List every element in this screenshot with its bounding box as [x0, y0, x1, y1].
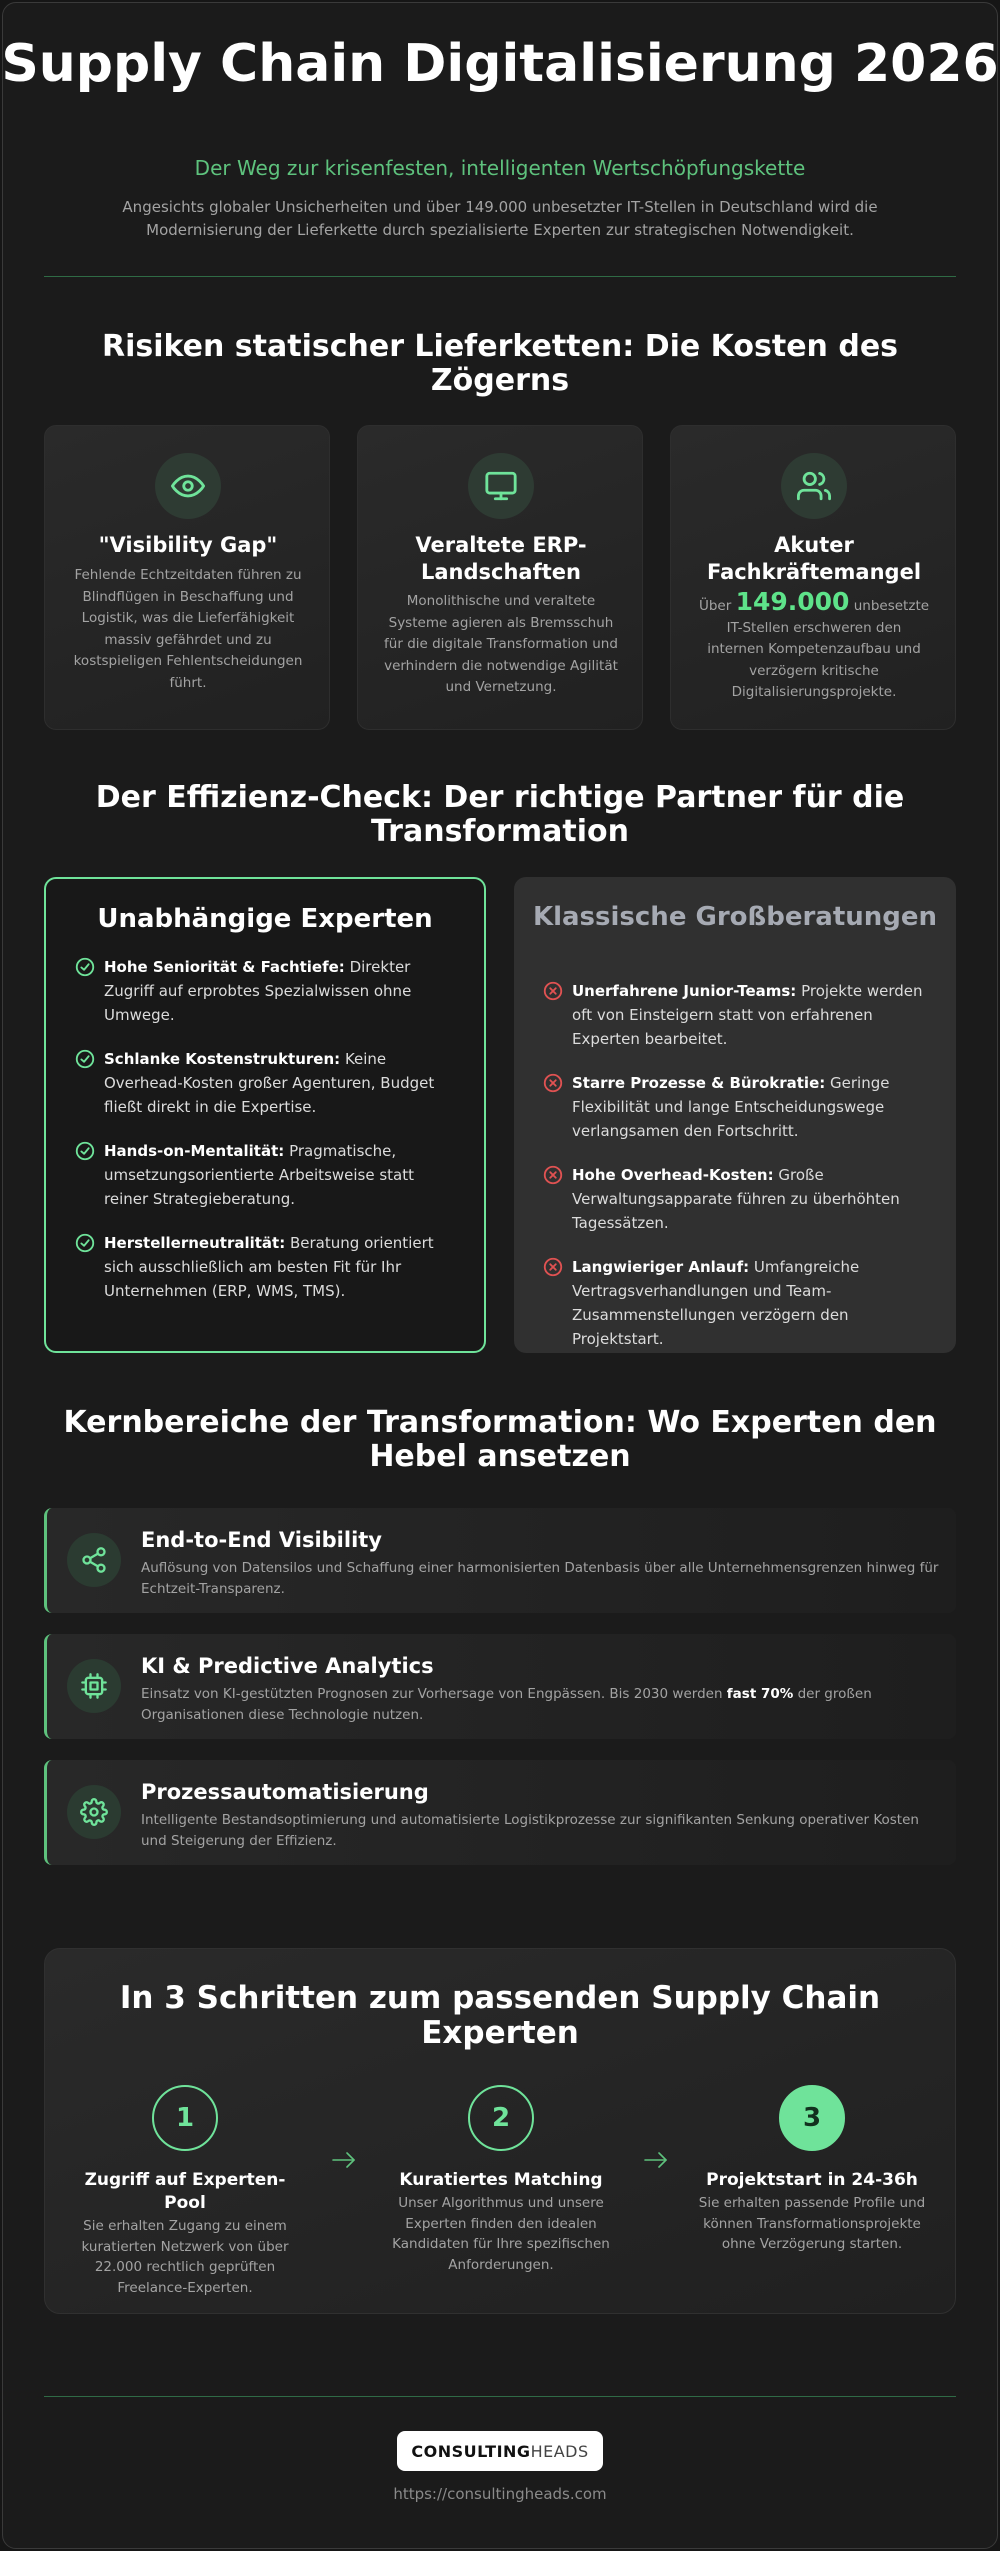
independent-experts-title: Unabhängige Experten [97, 904, 433, 934]
con-item-text: Große Verwaltungsapparate führen zu überhöhten Tagessätzen. [572, 1166, 900, 1232]
page-subtitle: Der Weg zur krisenfesten, intelligenten Wertschöpfungskette [194, 156, 806, 180]
step-title: Projektstart in 24-36h [706, 2170, 918, 2190]
con-item-text: Geringe Flexibilität und lange Entscheidungswege verlangsamen den Fortschritt. [572, 1074, 890, 1140]
check-icon [74, 1232, 96, 1254]
x-circle-icon [542, 980, 564, 1002]
gear-icon [67, 1785, 121, 1839]
pro-item [74, 1047, 444, 1119]
step-number: 2 [468, 2085, 534, 2151]
x-circle-icon [542, 1072, 564, 1094]
steps-title: In 3 Schritten zum passenden Supply Chain Experten [119, 1980, 881, 2051]
step-text: Sie erhalten Zugang zu einem kuratierten Netzwerk von über 22.000 rechtlich geprüften Freelance-Experten. [81, 2218, 289, 2296]
pro-item-bold: Hands-on-Mentalität: [104, 1142, 285, 1160]
pro-item [74, 1139, 444, 1211]
chip-icon [67, 1659, 121, 1713]
step-1 [71, 2085, 299, 2298]
risk-card-erp [357, 425, 643, 730]
risk-card-text [697, 587, 931, 704]
con-item-text: Projekte werden oft von Einsteigern statt von erfahrenen Experten bearbeitet. [572, 982, 923, 1048]
area-visibility [44, 1508, 956, 1613]
areas-title: Kernbereiche der Transformation: Wo Experten den Hebel ansetzen [63, 1405, 937, 1474]
pro-list [74, 955, 444, 1323]
pro-item-text: Beratung orientiert sich ausschließlich am besten Fit für Ihr Unternehmen (ERP, WMS, TMS). [104, 1234, 434, 1300]
area-text: Intelligente Bestandsoptimierung und automatisierte Logistikprozesse zur signifikanten Senkung operativer Kosten und Steigerung der Effizienz. [141, 1812, 919, 1849]
con-item [542, 1163, 932, 1235]
con-item-text: Umfangreiche Vertragsverhandlungen und Team-Zusammenstellungen verzögern den Projektstart. [572, 1258, 860, 1348]
risk-card-title: "Visibility Gap" [98, 533, 278, 557]
area-automation [44, 1760, 956, 1865]
area-text-after: der großen Organisationen diese Technologie nutzen. [141, 1686, 872, 1723]
step-text: Unser Algorithmus und unsere Experten finden den idealen Kandidaten für Ihre spezifischen Anforderungen. [392, 2195, 610, 2273]
con-item [542, 979, 932, 1051]
risk-card-text: Fehlende Echtzeitdaten führen zu Blindflügen in Beschaffung und Logistik, was die Lieferfähigkeit massiv gefährdet und zu kostspieligen Fehlentscheidungen führt. [73, 567, 303, 691]
x-circle-icon [542, 1164, 564, 1186]
page-title: Supply Chain Digitalisierung 2026 [1, 34, 999, 94]
monitor-icon [468, 453, 534, 519]
risks-title: Risiken statischer Lieferketten: Die Kosten des Zögerns [101, 329, 899, 398]
area-text: Auflösung von Datensilos und Schaffung einer harmonisierten Datenbasis über alle Unternehmensgrenzen hinweg für Echtzeit-Transparenz. [141, 1560, 939, 1597]
check-icon [74, 956, 96, 978]
divider [44, 276, 956, 277]
area-title: Prozessautomatisierung [141, 1780, 429, 1804]
eye-icon [155, 453, 221, 519]
step-text: Sie erhalten passende Profile und können Transformationsprojekte ohne Verzögerung starten. [698, 2195, 926, 2252]
steps-section [44, 1948, 956, 2314]
area-text-before: Einsatz von KI-gestützten Prognosen zur Vorhersage von Engpässen. Bis 2030 werden [141, 1686, 723, 1702]
risk-text-prefix: Über [698, 598, 732, 614]
step-number: 1 [152, 2085, 218, 2151]
pro-item [74, 1231, 444, 1303]
consulting-firms-title: Klassische Großberatungen [532, 902, 938, 932]
con-item-bold: Starre Prozesse & Bürokratie: [572, 1074, 826, 1092]
step-title: Zugriff auf Experten-Pool [84, 2170, 286, 2213]
pro-item-bold: Hohe Seniorität & Fachtiefe: [104, 958, 345, 976]
website-link[interactable]: https://consultingheads.com [393, 2485, 607, 2503]
pro-item-text: Keine Overhead-Kosten großer Agenturen, Budget fließt direkt in die Expertise. [104, 1050, 435, 1116]
intro-text: Angesichts globaler Unsicherheiten und über 149.000 unbesetzter IT-Stellen in Deutschland wird die Modernisierung der Lieferkette durch spezialisierte Experten zur strategischen Notwendigkeit. [122, 198, 878, 239]
con-item-bold: Langwieriger Anlauf: [572, 1258, 750, 1276]
check-icon [74, 1048, 96, 1070]
step-2 [387, 2085, 615, 2275]
area-text-bold: fast 70% [726, 1686, 794, 1702]
con-list [542, 979, 932, 1371]
consultingheads-logo[interactable] [397, 2431, 603, 2471]
share-icon [67, 1533, 121, 1587]
independent-experts-card [44, 877, 486, 1353]
pro-item-bold: Herstellerneutralität: [104, 1234, 286, 1252]
risk-text-rest: unbesetzte IT-Stellen erschweren den internen Kompetenzaufbau und verzögern kritische Digitalisierungsprojekte. [707, 598, 930, 700]
it-jobs-highlight: 149.000 [735, 587, 850, 616]
risk-card-skills [670, 425, 956, 730]
arrow-right-icon [330, 2148, 358, 2172]
con-item [542, 1255, 932, 1351]
pro-item [74, 955, 444, 1027]
comparison-title: Der Effizienz-Check: Der richtige Partner für die Transformation [95, 780, 905, 849]
step-number: 3 [779, 2085, 845, 2151]
risk-card-visibility [44, 425, 330, 730]
check-icon [74, 1140, 96, 1162]
divider [44, 2396, 956, 2397]
area-title: KI & Predictive Analytics [141, 1654, 434, 1678]
con-item-bold: Hohe Overhead-Kosten: [572, 1166, 774, 1184]
consulting-firms-card [514, 877, 956, 1353]
users-icon [781, 453, 847, 519]
pro-item-text: Direkter Zugriff auf erprobtes Spezialwissen ohne Umwege. [104, 958, 412, 1024]
con-item [542, 1071, 932, 1143]
pro-item-bold: Schlanke Kostenstrukturen: [104, 1050, 341, 1068]
x-circle-icon [542, 1256, 564, 1278]
area-text [141, 1684, 941, 1726]
risk-card-title: Veraltete ERP-Landschaften [415, 533, 587, 584]
step-title: Kuratiertes Matching [399, 2170, 603, 2190]
area-ai-analytics [44, 1634, 956, 1739]
con-item-bold: Unerfahrene Junior-Teams: [572, 982, 797, 1000]
risk-card-title: Akuter Fachkräftemangel [706, 533, 922, 584]
step-3 [698, 2085, 926, 2255]
pro-item-text: Pragmatische, umsetzungsorientierte Arbeitsweise statt reiner Strategieberatung. [104, 1142, 415, 1208]
arrow-right-icon [642, 2148, 670, 2172]
logo-text-light: HEADS [530, 2441, 589, 2461]
area-title: End-to-End Visibility [141, 1528, 382, 1552]
logo-text-bold: CONSULTING [411, 2441, 531, 2461]
risk-card-text: Monolithische und veraltete Systeme agieren als Bremsschuh für die digitale Transformation und verhindern die notwendige Agilität und Vernetzung. [384, 593, 618, 695]
